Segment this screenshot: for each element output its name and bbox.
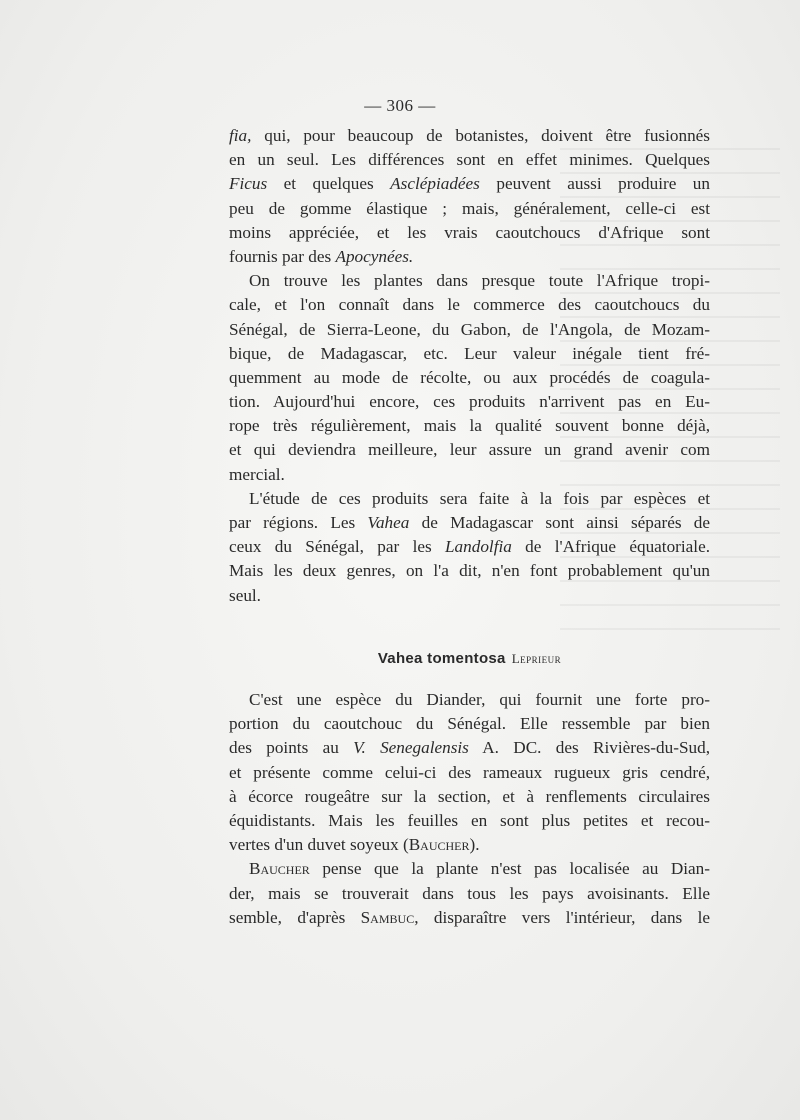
text-line: moins appréciée, et les vrais caoutchoucs d'Afrique sont [229, 222, 710, 242]
text-line: C'est une espèce du Diander, qui fournit une forte pro- [249, 690, 710, 709]
species-name: Vahea tomentosa [377, 650, 506, 667]
text-line: et qui deviendra meilleure, leur assure un grand avenir com [229, 440, 710, 460]
text-line: des points au V. Senegalensis A. DC. des Rivières-du-Sud, [229, 738, 710, 758]
species-author: Leprieur [511, 651, 562, 666]
text-line: vertes d'un duvet soyeux (Baucher). [229, 835, 480, 855]
species-heading [229, 650, 710, 668]
text-line: seul. [229, 585, 261, 605]
paragraph [229, 857, 710, 930]
text-line: der, mais se trouverait dans tous les pays avoisinants. Elle [229, 883, 710, 903]
text-line: rope très régulièrement, mais la qualité souvent bonne déjà, [229, 416, 710, 436]
text-line: Sénégal, de Sierra-Leone, du Gabon, de l'Angola, de Mozam- [229, 319, 710, 339]
page-number: — 306 — [364, 96, 436, 115]
text-line: portion du caoutchouc du Sénégal. Elle ressemble par bien [229, 714, 710, 734]
text-line: fournis par des Apocynées. [229, 246, 414, 266]
text-line: bique, de Madagascar, etc. Leur valeur inégale tient fré- [229, 343, 710, 363]
text-line: quemment au mode de récolte, ou aux procédés de coagula- [229, 367, 710, 387]
text-line: semble, d'après Sambuc, disparaître vers l'intérieur, dans le [229, 907, 710, 927]
paragraph [229, 269, 710, 487]
text-line: ceux du Sénégal, par les Landolfia de l'Afrique équatoriale. [229, 537, 710, 557]
text-line: Mais les deux genres, on l'a dit, n'en font probablement qu'un [229, 561, 710, 581]
text-line: en un seul. Les différences sont en effet minimes. Quelques [229, 150, 710, 170]
text-line: peu de gomme élastique ; mais, généralement, celle-ci est [229, 198, 710, 218]
paragraph-continuation [229, 124, 710, 269]
text-line: par régions. Les Vahea de Madagascar sont ainsi séparés de [229, 513, 710, 532]
body-text-bottom [229, 688, 710, 930]
text-line: cale, et l'on connaît dans le commerce des caoutchoucs du [229, 295, 710, 315]
paragraph [229, 688, 710, 857]
text-line: mercial. [229, 464, 285, 484]
text-line: équidistants. Mais les feuilles en sont plus petites et recou- [229, 810, 710, 830]
text-line: tion. Aujourd'hui encore, ces produits n'arrivent pas en Eu- [229, 392, 710, 412]
body-text-top [229, 124, 710, 608]
text-line: fia, qui, pour beaucoup de botanistes, doivent être fusionnés [229, 126, 710, 145]
text-line: à écorce rougeâtre sur la section, et à renflements circulaires [229, 786, 710, 806]
text-line: L'étude de ces produits sera faite à la fois par espèces et [249, 488, 710, 508]
text-line: Ficus et quelques Asclépiadées peuvent aussi produire un [229, 174, 710, 194]
text-line: On trouve les plantes dans presque toute l'Afrique tropi- [249, 271, 710, 291]
text-line: Baucher pense que la plante n'est pas localisée au Dian- [249, 859, 710, 879]
paragraph [229, 487, 710, 608]
text-line: et présente comme celui-ci des rameaux rugueux gris cendré, [229, 762, 710, 782]
